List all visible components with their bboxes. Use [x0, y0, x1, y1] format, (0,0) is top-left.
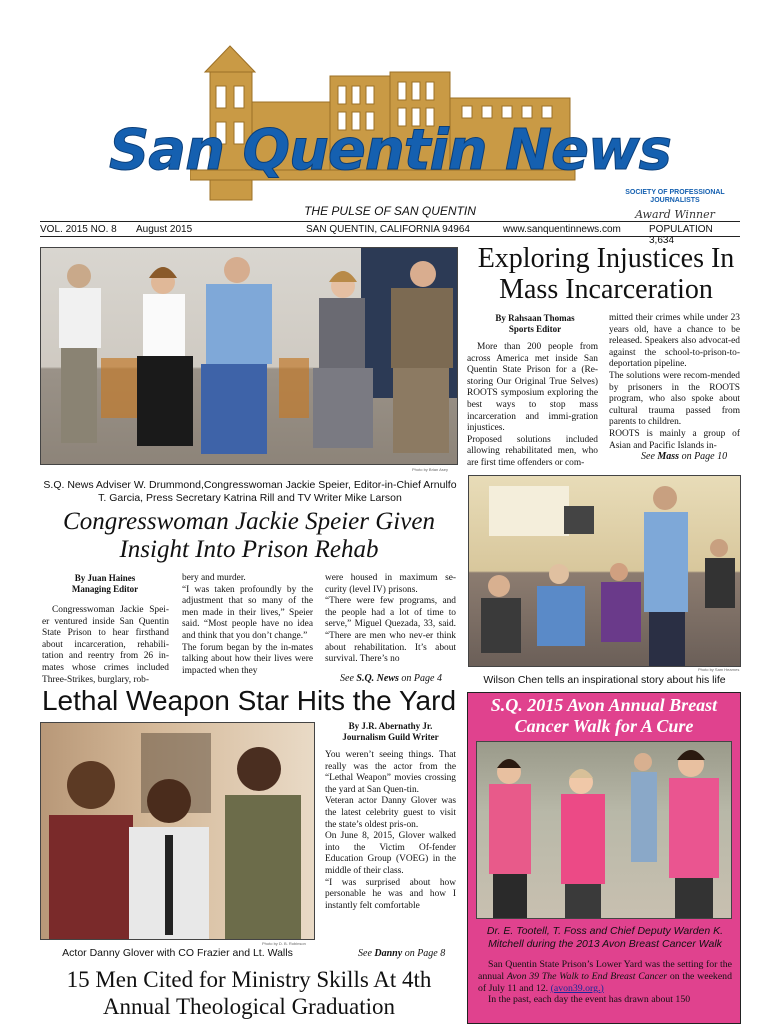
speier-column-1: Congresswoman Jackie Spei-er ventured inside San Quentin State Prison to hear firsthand about incarceration, rehabili-tation and reentry from 26 in-mates whose crimes included Three-Strikes, burglary, rob-: [42, 605, 169, 685]
mass-column-1: More than 200 people from across America met inside San Quentin State Prison for a (Re-storing Our Original True Selves) ROOTS symposium exploring the best ways to stop mass incarceration and immi-gration injustices. Proposed solutions included allowing rehabilitated men, who are first time offenders or com-: [467, 342, 598, 468]
speier-column-3: were housed in maximum se-curity (level IV) prisons. “There were few programs, and the people had a lot of time to serve,” Miguel Quezada, 33, said. “There are men who nev-er think about rehabilitation. It’s about survival. There’s no: [325, 573, 456, 665]
avon-walk-photo: [476, 741, 732, 919]
jump-suffix: on Page 4: [398, 673, 442, 684]
danny-glover-photo: [40, 722, 315, 940]
volume-number: VOL. 2015 NO. 8: [40, 224, 117, 235]
glover-headline: Lethal Weapon Star Hits the Yard: [41, 685, 457, 716]
ministry-headline: 15 Men Cited for Ministry Skills At 4th Annual Theological Graduation: [66, 967, 432, 1019]
jump-suffix: on Page 10: [679, 451, 728, 462]
jump-prefix: See: [358, 948, 375, 959]
photo-credit: Photo by D. B. Robinson: [262, 941, 306, 946]
avon-text-3: In the past, each day the event has drawn about 150: [488, 994, 691, 1006]
masthead: [0, 0, 780, 221]
avon-walk-box: [467, 692, 741, 1024]
issue-info-bar: [40, 221, 740, 246]
website-link[interactable]: www.sanquentinnews.com: [503, 224, 621, 235]
tagline: THE PULSE OF SAN QUENTIN: [304, 204, 476, 218]
jump-suffix: on Page 8: [402, 948, 446, 959]
location: SAN QUENTIN, CALIFORNIA 94964: [306, 224, 470, 235]
photo-credit: Photo by Brian Asey: [412, 467, 449, 472]
top-photo-caption: S.Q. News Adviser W. Drummond,Congresswoman Jackie Speier, Editor-in-Chief Arnulfo T. Garcia, Press Secretary Katrina Rill and TV Writer Mike Larson: [43, 479, 457, 504]
chen-photo-caption: Wilson Chen tells an inspirational story about his life: [483, 674, 726, 686]
mass-jump-link[interactable]: [641, 451, 727, 462]
issue-date: August 2015: [136, 224, 193, 235]
speier-byline: By Juan Haines Managing Editor: [71, 573, 139, 594]
speier-jump-link[interactable]: [340, 673, 442, 684]
avon-link[interactable]: (avon39.org.): [550, 982, 604, 994]
mass-column-2: mitted their crimes while under 23 years old, have a chance to be released. Speakers also advocat-ed against the school-to-prison-to-deportation pipeline. The solutions were recom-mended by prisoners in the ROOTS program, who also spoke about cultural trauma passed from parents to children. ROOTS is mainly a group of Asian and Pacific Islands in-: [609, 313, 740, 451]
population: POPULATION 3,634: [649, 224, 713, 246]
speier-headline: Congresswoman Jackie Speier Given Insight Into Prison Rehab: [63, 508, 435, 563]
glover-byline: By J.R. Abernathy Jr. Journalism Guild Writer: [342, 721, 439, 742]
mass-byline: By Rahsaan Thomas Sports Editor: [495, 313, 575, 334]
glover-jump-link[interactable]: [358, 948, 445, 959]
glover-column: You weren’t seeing things. That really was the actor from the “Lethal Weapon” movies crossing the yard at San Quen-tin. Veteran actor Danny Glover was the latest celebrity guest to visit the state’s oldest pris-on. On June 8, 2015, Glover walked into the Victim Of-fender Education Group (VOEG) in the middle of their class. “I was surprised about how personable he was and how I instantly felt comfortable: [325, 750, 456, 911]
avon-photo-caption: Dr. E. Tootell, T. Foss and Chief Deputy Warden K. Mitchell during the 2013 Avon Breast Cancer Walk: [486, 925, 724, 950]
avon-event-name: Avon 39 The Walk to End Breast Cancer: [506, 970, 668, 982]
jump-prefix: See: [641, 451, 658, 462]
jump-prefix: See: [340, 673, 357, 684]
speier-panel-photo: [40, 247, 458, 465]
avon-text-2: on the weekend of July 11 and 12.: [478, 970, 732, 994]
avon-body: [478, 959, 732, 1006]
mass-headline: Exploring Injustices In Mass Incarceration: [477, 243, 735, 305]
jump-key: Mass: [657, 451, 680, 462]
wilson-chen-photo: [468, 475, 741, 667]
avon-headline: S.Q. 2015 Avon Annual Breast Cancer Walk for A Cure: [490, 695, 718, 736]
newspaper-title: San Quentin News: [108, 118, 672, 183]
spj-logo: SOCIETY OF PROFESSIONAL JOURNALISTS: [625, 189, 725, 204]
jump-key: S.Q. News: [356, 673, 399, 684]
jump-key: Danny: [374, 948, 403, 959]
award-text: Award Winner: [635, 208, 715, 221]
speier-column-2: bery and murder. “I was taken profoundly by the adjustment that so many of the men made in their lives,” Speier said. “Most people have no idea and think that you don’t change.” The forum began by the in-mates talking about how their lives were impacted when they: [182, 573, 313, 676]
award-badge: [610, 189, 740, 221]
photo-credit: Photo by Sam Hearnes: [698, 667, 740, 672]
avon-text-1: San Quentin State Prison’s Lower Yard was the setting for the annual: [478, 959, 732, 982]
glover-photo-caption: Actor Danny Glover with CO Frazier and Lt. Walls: [62, 947, 293, 959]
